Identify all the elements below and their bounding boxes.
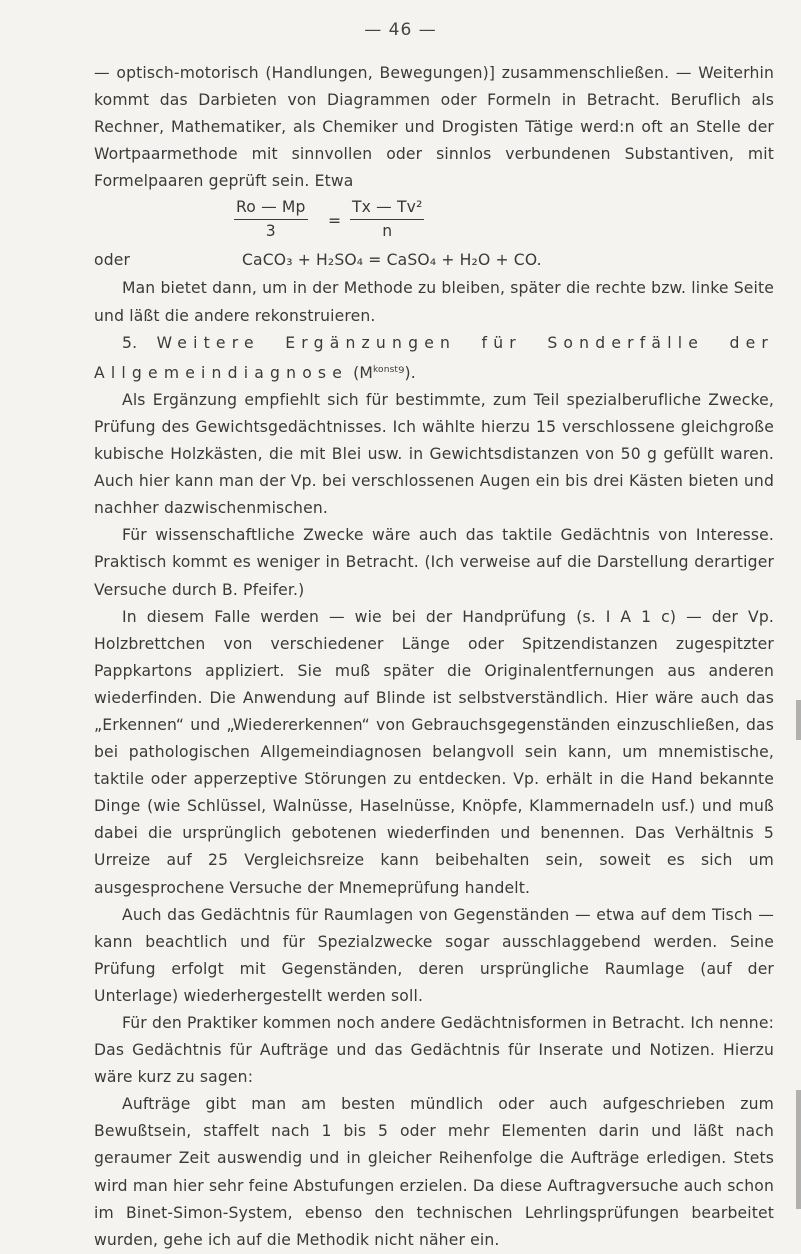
paragraph-method: Man bietet dann, um in der Methode zu bleiben, später die rechte bzw. linke Seite und läßt die andere rekonstruieren. bbox=[94, 279, 774, 325]
section-number: 5. bbox=[122, 333, 138, 352]
fraction-right-denominator: n bbox=[382, 222, 393, 241]
scan-edge-mark bbox=[796, 700, 801, 740]
paragraph: Auch das Gedächtnis für Raumlagen von Gegenständen — etwa auf dem Tisch — kann beachtlich und für Spezialzwecke sogar ausschlaggebend werden. Seine Prüfung erfolgt mit Gegenständen, deren ursprüngliche Raumlage (auf der Unterlage) wiederhergestellt werden soll. bbox=[94, 905, 774, 1005]
paragraph: Für wissenschaftliche Zwecke wäre auch das taktile Gedächtnis von Interesse. Praktisch kommt es weniger in Betracht. (Ich verweise auf die Darstellung derartiger Versuche durch B. Pfeifer.) bbox=[94, 526, 774, 599]
fraction-right-numerator: Tx — Tv² bbox=[352, 198, 423, 217]
fraction-right bbox=[348, 195, 426, 242]
section-ref bbox=[353, 364, 416, 382]
fraction-left-numerator: Ro — Mp bbox=[236, 198, 306, 217]
section-title: Weitere Ergänzungen für Sonderfälle der Allgemeindiagnose bbox=[94, 333, 774, 382]
chemical-equation: CaCO₃ + H₂SO₄ = CaSO₄ + H₂O + CO. bbox=[242, 251, 542, 270]
scan-edge-mark bbox=[796, 1090, 801, 1209]
paragraph: Als Ergänzung empfiehlt sich für bestimmte, zum Teil spezialberufliche Zwecke, Prüfung des Gewichtsgedächtnisses. Ich wählte hierzu 15 verschlossene gleichgroße kubische Holzkästen, die mit Blei usw. in Gewichtsdistanzen von 50 g gefüllt waren. Auch hier kann man der Vp. bei verschlossenen Augen ein bis drei Kästen bieten und nachher dazwischenmischen. bbox=[94, 390, 774, 518]
fraction-left-denominator: 3 bbox=[265, 222, 276, 241]
paragraph: In diesem Falle werden — wie bei der Handprüfung (s. I A 1 c) — der Vp. Holzbrettchen von verschiedener Länge oder Spitzendistanzen zugespitzter Pappkartons appliziert. Sie muß später die Originalentfernungen aus anderen wiederfinden. Die Anwendung auf Blinde ist selbstverständlich. Hier wäre auch das „Erkennen“ und „Wiedererkennen“ von Gebrauchsgegenständen einzuschließen, das bei pathologischen Allgemeindiagnosen belangvoll sein kann, um mnemistische, taktile oder apperzeptive Störungen zu entdecken. Vp. erhält in die Hand bekannte Dinge (wie Schlüssel, Walnüsse, Haselnüsse, Knöpfe, Klammernadeln usf.) und muß dabei die ursprünglich gebotenen wiederfinden und benennen. Das Verhältnis 5 Urreize auf 25 Vergleichsreize kann beibehalten sein, soweit es sich um ausgesprochene Versuche der Mnemeprüfung handelt. bbox=[94, 607, 774, 897]
paragraph: Aufträge gibt man am besten mündlich oder auch aufgeschrieben zum Bewußtsein, staffelt nach 1 bis 5 oder mehr Elementen darin und läßt nach geraumer Zeit auswendig und in gleicher Reihenfolge die Aufträge erledigen. Stets wird man hier sehr feine Abstufungen erzielen. Da diese Auftragversuche auch schon im Binet-Simon-System, ebenso den technischen Lehrlingsprüfungen bearbeitet wurden, gehe ich auf die Methodik nicht näher ein. bbox=[94, 1095, 774, 1249]
section-ref-superscript: konst bbox=[373, 364, 399, 375]
formula-ratio bbox=[94, 195, 774, 247]
page-number: — 46 — bbox=[364, 20, 437, 40]
equals-sign: = bbox=[328, 212, 342, 231]
paragraph-intro: — optisch-motorisch (Handlungen, Bewegungen)] zusammenschließen. — Weiterhin kommt das Darbieten von Diagrammen oder Formeln in Betracht. Beruflich als Rechner, Mathematiker, als Chemiker und Drogisten Tätige werd:n oft an Stelle der Wortpaarmethode mit sinnvollen oder sinnlos verbundenen Substantiven, mit Formelpaaren geprüft sein. Etwa bbox=[94, 64, 774, 191]
paragraph: Für den Praktiker kommen noch andere Gedächtnisformen in Betracht. Ich nenne: Das Gedächtnis für Aufträge und das Gedächtnis für Inserate und Notizen. Hierzu wäre kurz zu sagen: bbox=[94, 1014, 774, 1087]
body-text bbox=[94, 60, 774, 1254]
formula-chemical bbox=[94, 247, 774, 275]
section-ref-tail: ⁹). bbox=[398, 363, 416, 382]
fraction-left bbox=[232, 195, 310, 242]
word-oder: oder bbox=[94, 251, 131, 270]
section-ref-main: (M bbox=[353, 363, 374, 382]
section-heading-5 bbox=[94, 330, 774, 387]
